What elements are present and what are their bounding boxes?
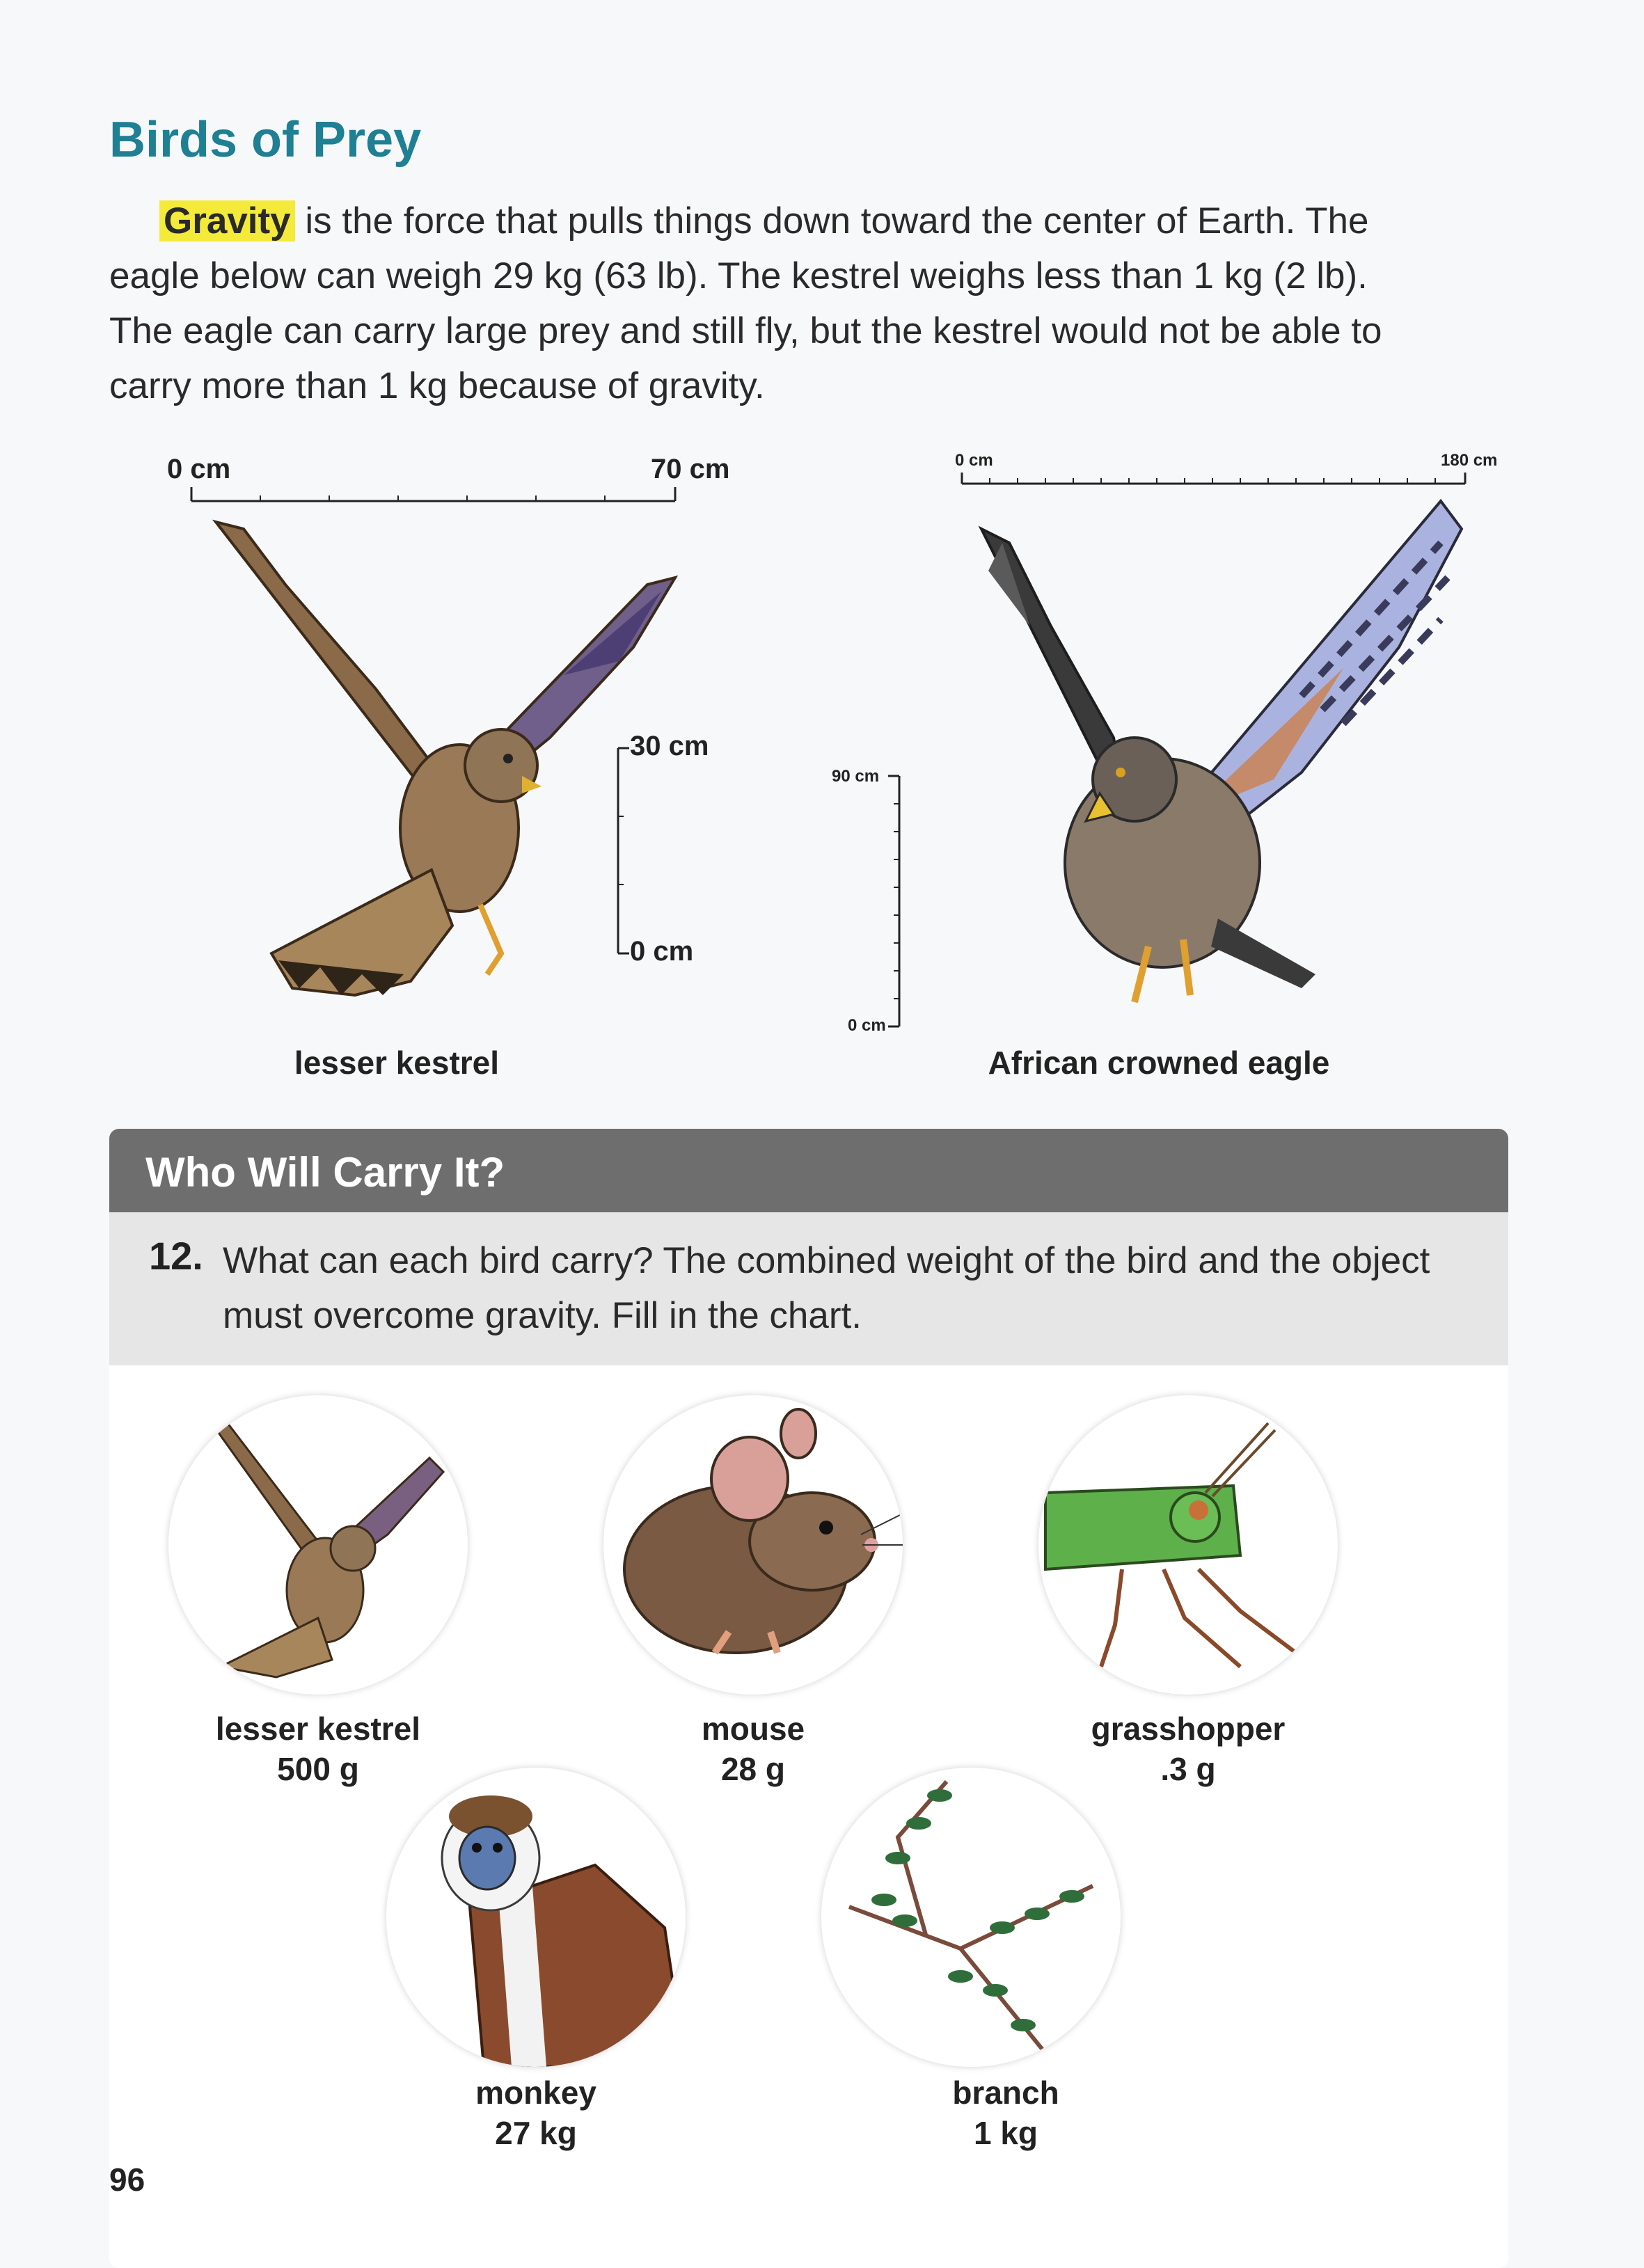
eagle-ruler-h-start: 0 cm: [955, 451, 993, 470]
eagle-illustration: [912, 487, 1476, 1030]
question-number: 12.: [149, 1234, 203, 1278]
intro-text: is the force that pulls things down toward the center of Earth. The eagle below can weigh 29 kg (63 lb). The kestrel weighs less than 1 kg (2 lb). The eagle can carry large prey and still fly, but the kestrel would not be able to carry more than 1 kg because of gravity.: [109, 200, 1382, 406]
grasshopper-icon: [1038, 1395, 1338, 1695]
question-box: [109, 1212, 1508, 1365]
kestrel-ruler-v-bottom: 0 cm: [630, 936, 694, 967]
item-label-grasshopper: [1042, 1708, 1334, 1789]
item-weight: .3 g: [1160, 1751, 1216, 1787]
item-name: monkey: [475, 2075, 596, 2111]
kestrel-icon: [179, 1402, 457, 1681]
kestrel-illustration: [202, 508, 689, 1009]
branch-icon: [821, 1768, 1121, 2067]
kestrel-horizontal-ruler: [188, 480, 682, 508]
monkey-icon: [386, 1768, 686, 2067]
item-weight: 1 kg: [973, 2115, 1038, 2151]
eagle-ruler-h-end: 180 cm: [1441, 451, 1498, 470]
intro-paragraph: [109, 193, 1432, 413]
kestrel-ruler-v-top: 30 cm: [630, 731, 709, 761]
mouse-icon: [603, 1395, 903, 1695]
item-weight: 500 g: [277, 1751, 359, 1787]
page-number: 96: [109, 2162, 145, 2198]
kestrel-ruler-h-end: 70 cm: [651, 454, 730, 484]
monkey-circle: [386, 1768, 686, 2067]
kestrel-ruler-h-start: 0 cm: [167, 454, 231, 484]
page-title: Birds of Prey: [109, 112, 422, 168]
item-name: grasshopper: [1091, 1711, 1286, 1747]
item-label-kestrel: [172, 1708, 464, 1789]
activity-title: Who Will Carry It?: [145, 1149, 505, 1196]
eagle-vertical-ruler: [884, 772, 905, 1030]
activity-header: [109, 1129, 1508, 1212]
eagle-caption: African crowned eagle: [988, 1045, 1330, 1081]
grasshopper-circle: [1038, 1395, 1338, 1695]
question-text: What can each bird carry? The combined weight of the bird and the object must overcome gravity. Fill in the chart.: [223, 1240, 1430, 1336]
item-name: branch: [952, 2075, 1059, 2111]
highlighted-term: Gravity: [159, 200, 295, 241]
item-name: mouse: [701, 1711, 805, 1747]
item-weight: 27 kg: [495, 2115, 577, 2151]
eagle-ruler-v-bottom: 0 cm: [848, 1016, 886, 1035]
item-weight: 28 g: [720, 1751, 786, 1787]
item-label-branch: [860, 2072, 1152, 2153]
branch-circle: [821, 1768, 1121, 2067]
mouse-circle: [603, 1395, 903, 1695]
item-name: lesser kestrel: [215, 1711, 421, 1747]
eagle-ruler-v-top: 90 cm: [832, 767, 880, 786]
kestrel-circle: [168, 1395, 468, 1695]
kestrel-caption: lesser kestrel: [294, 1045, 500, 1081]
item-label-monkey: [390, 2072, 682, 2153]
item-label-mouse: [607, 1708, 899, 1789]
